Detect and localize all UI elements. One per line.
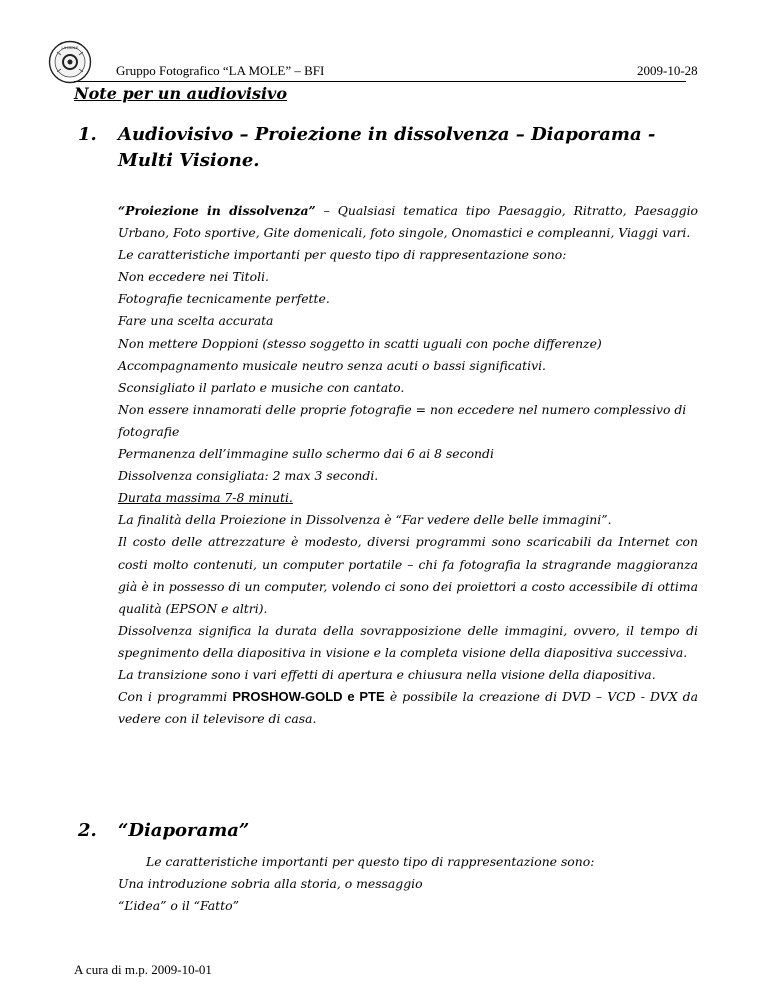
body-line: “L’idea” o il “Fatto” [118, 898, 239, 913]
body-line: Le caratteristiche importanti per questo tipo di rappresentazione sono: [118, 247, 567, 263]
header-date: 2009-10-28 [637, 63, 698, 78]
body-line: Le caratteristiche importanti per questo tipo di rappresentazione sono: [146, 854, 595, 869]
section-1-body [118, 200, 698, 730]
body-line: Non mettere Doppioni (stesso soggetto in scatti uguali con poche differenze) [118, 335, 602, 351]
transition-definition: La transizione sono i vari effetti di apertura e chiusura nella visione della diapositiva. [118, 666, 656, 682]
program-names: PROSHOW-GOLD e PTE [232, 689, 385, 705]
section-1-title: Audiovisivo – Proiezione in dissolvenza – Diaporama - Multi Visione. [118, 124, 656, 171]
dissolve-definition: Dissolvenza significa la durata della sovrapposizione delle immagini, ovvero, il tempo di spegnimento della diapositiva in visione e la completa visione della diapositiva successiva. [118, 622, 698, 660]
body-line: Fare una scelta accurata [118, 313, 274, 329]
max-duration-line: Durata massima 7-8 minuti. [118, 490, 293, 506]
section-2-number: 2. [78, 820, 97, 841]
intro-text: – Qualsiasi tematica tipo Paesaggio, Ritratto, Paesaggio Urbano, Foto sportive, Gite domenicali, foto singole, Onomastici e compleanni, Viaggi vari. [118, 203, 698, 241]
page-header [0, 0, 768, 90]
programs-intro: Con i programmi [118, 689, 233, 705]
body-line: Dissolvenza consigliata: 2 max 3 secondi. [118, 468, 379, 484]
header-divider [74, 81, 686, 82]
cost-paragraph: Il costo delle attrezzature è modesto, diversi programmi sono scaricabili da Internet con costi molto contenuti, un computer portatile – chi fa fotografia la stragrande maggioranza già è in possesso di un computer, volendo ci sono dei proiettori a costo accessibile di ottima qualità (EPSON e altri). [118, 534, 698, 616]
section-1-number: 1. [78, 124, 97, 145]
body-line: Non eccedere nei Titoli. [118, 269, 269, 285]
club-logo-icon [48, 40, 92, 84]
body-line: Una introduzione sobria alla storia, o messaggio [118, 876, 423, 891]
intro-paragraph [118, 200, 698, 244]
body-line: Accompagnamento musicale neutro senza acuti o bassi significativi. [118, 357, 546, 373]
programs-paragraph [118, 686, 698, 730]
document-title: Note per un audiovisivo [74, 84, 288, 103]
body-line: Non essere innamorati delle proprie fotografie = non eccedere nel numero complessivo di fotografie [118, 401, 687, 439]
logo-lettering: LA MOLE [61, 45, 79, 50]
programs-outcome: è possibile la creazione di DVD – VCD - DVX da vedere con il televisore di casa. [118, 689, 698, 727]
body-line: Sconsigliato il parlato e musiche con cantato. [118, 379, 405, 395]
page-footer: A cura di m.p. 2009-10-01 [74, 962, 212, 977]
organization-name: Gruppo Fotografico “LA MOLE” – BFI [116, 63, 325, 78]
body-line: Permanenza dell’immagine sullo schermo dai 6 ai 8 secondi [118, 446, 494, 462]
body-line: Fotografie tecnicamente perfette. [118, 291, 330, 307]
intro-term: “Proiezione in dissolvenza” [118, 203, 316, 218]
section-2-title: “Diaporama” [118, 820, 250, 841]
section-2-body [118, 851, 698, 917]
purpose-paragraph: La finalità della Proiezione in Dissolvenza è “Far vedere delle belle immagini”. [118, 512, 612, 528]
